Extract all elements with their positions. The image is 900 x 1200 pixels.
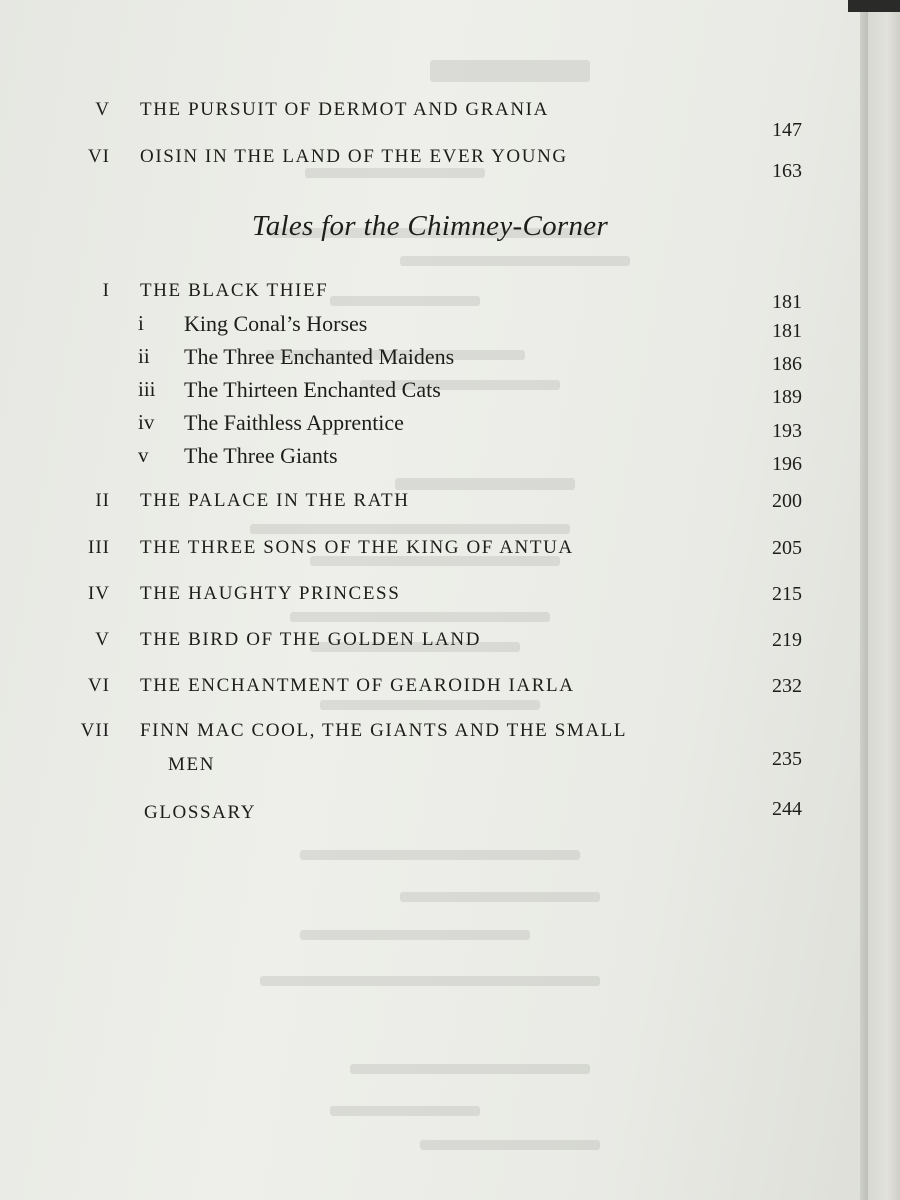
sub-entry-title: King Conal’s Horses: [184, 311, 368, 336]
entry-number: V: [95, 99, 110, 120]
toc-entry: [0, 629, 860, 669]
toc-sub-entry: [0, 443, 860, 483]
page-edge-shadow: [860, 0, 868, 1200]
sub-entry-page-number: 181: [772, 320, 802, 342]
entry-title: THE THREE SONS OF THE KING OF ANTUA: [140, 537, 574, 558]
entry-page-number: 205: [772, 537, 802, 559]
sub-entry-page-number: 196: [772, 453, 802, 475]
entry-title: THE PURSUIT OF DERMOT AND GRANIA: [140, 99, 549, 120]
entry-title: OISIN IN THE LAND OF THE EVER YOUNG: [140, 146, 568, 167]
entry-page-number: 181: [772, 291, 802, 313]
entry-number: VII: [80, 720, 110, 741]
entry-title: THE BIRD OF THE GOLDEN LAND: [140, 629, 482, 650]
entry-number: I: [102, 280, 110, 301]
toc-entry: [0, 798, 860, 838]
sub-entry-number: i: [138, 311, 144, 335]
sub-entry-number: iv: [138, 410, 155, 434]
glossary-page-number: 244: [772, 798, 802, 820]
entry-page-number: 215: [772, 583, 802, 605]
entry-title: THE BLACK THIEF: [140, 280, 329, 301]
book-cover-edge: [868, 0, 900, 1200]
entry-page-number: 147: [772, 119, 802, 141]
entry-page-number: 232: [772, 675, 802, 697]
entry-number: II: [95, 490, 110, 511]
sub-entry-title: The Thirteen Enchanted Cats: [184, 377, 441, 402]
entry-page-number: 163: [772, 160, 802, 182]
toc-entry: [0, 143, 860, 183]
sub-entry-title: The Three Giants: [184, 443, 338, 468]
toc-entry: [0, 720, 860, 790]
entry-title-line-2: MEN: [168, 754, 216, 775]
sub-entry-title: The Faithless Apprentice: [184, 410, 404, 435]
entry-number: VI: [87, 146, 110, 167]
sub-entry-title: The Three Enchanted Maidens: [184, 344, 455, 369]
sub-entry-page-number: 189: [772, 386, 802, 408]
entry-page-number: 219: [772, 629, 802, 651]
sub-entry-number: ii: [138, 344, 150, 368]
toc-entry: [0, 675, 860, 715]
entry-number: IV: [87, 583, 110, 604]
cover-dark-corner: [848, 0, 900, 12]
toc-entry: [0, 490, 860, 530]
sub-entry-number: v: [138, 443, 149, 467]
entry-page-number: 235: [772, 748, 802, 770]
sub-entry-page-number: 193: [772, 420, 802, 442]
toc-entry: [0, 583, 860, 623]
toc-entry: [0, 537, 860, 577]
toc-entry: [0, 97, 860, 141]
sub-entry-page-number: 186: [772, 353, 802, 375]
section-heading: Tales for the Chimney-Corner: [251, 210, 609, 242]
entry-title: THE HAUGHTY PRINCESS: [140, 583, 401, 604]
sub-entry-number: iii: [138, 377, 156, 401]
entry-title-line-1: FINN MAC COOL, THE GIANTS AND THE SMALL: [140, 720, 628, 741]
entry-number: V: [95, 629, 110, 650]
entry-number: VI: [87, 675, 110, 696]
glossary-title: GLOSSARY: [144, 802, 257, 823]
entry-title: THE PALACE IN THE RATH: [140, 490, 410, 511]
entry-title: THE ENCHANTMENT OF GEAROIDH IARLA: [140, 675, 575, 696]
entry-number: III: [88, 537, 110, 558]
entry-page-number: 200: [772, 490, 802, 512]
